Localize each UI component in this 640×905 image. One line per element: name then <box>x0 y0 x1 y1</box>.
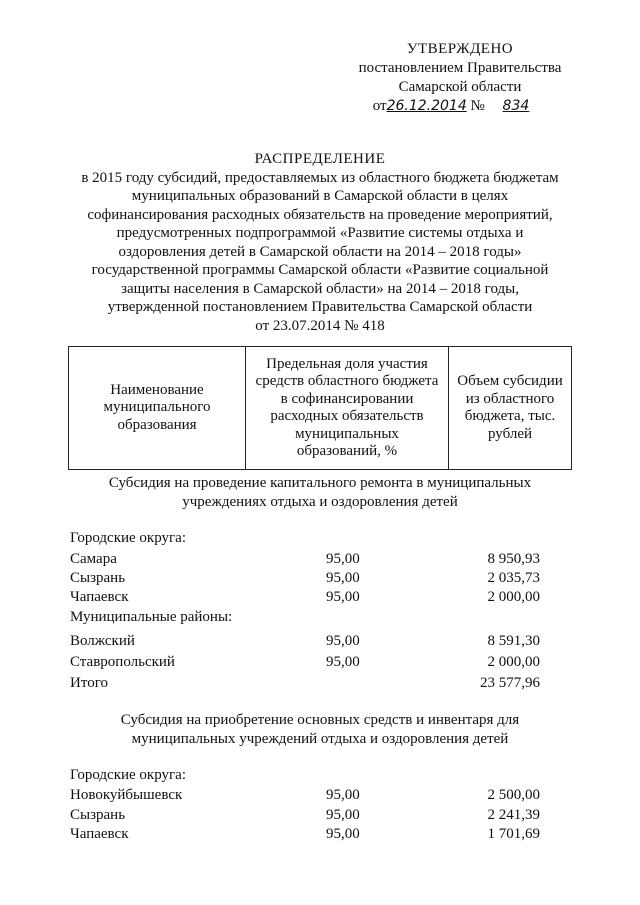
heading-line: в 2015 году субсидий, предоставляемых из областного бюджета бюджетам <box>81 169 559 186</box>
row-amount: 2 500,00 <box>487 787 540 803</box>
row-name: Сызрань <box>70 570 126 586</box>
heading-line: муниципальных образований в Самарской области в целях <box>131 188 509 204</box>
row-share: 95,00 <box>326 654 360 670</box>
group-label-district: Муниципальные районы: <box>70 609 233 625</box>
row-name: Волжский <box>70 633 135 649</box>
approval-line-2: Самарской области <box>398 79 522 95</box>
table-row <box>70 569 540 588</box>
approval-number-prefix: № <box>470 98 485 114</box>
document-title: РАСПРЕДЕЛЕНИЕ <box>254 151 386 167</box>
group-label-city: Городские округа: <box>70 530 187 546</box>
row-name: Чапаевск <box>70 589 129 605</box>
row-amount: 1 701,69 <box>487 826 540 842</box>
approval-title: УТВЕРЖДЕНО <box>406 41 514 57</box>
heading-line: софинансирования расходных обязательств на проведение мероприятий, <box>87 206 553 223</box>
table-row <box>70 806 540 825</box>
row-amount: 8 950,93 <box>487 551 540 567</box>
header-municipality <box>69 347 246 470</box>
row-amount: 2 000,00 <box>487 654 540 670</box>
approval-block <box>330 40 590 116</box>
table-header <box>68 346 572 470</box>
row-share: 95,00 <box>326 787 360 803</box>
section-title-line: учреждениях отдыха и оздоровления детей <box>182 494 458 510</box>
heading-line: предусмотренных подпрограммой «Развитие системы отдыха и <box>116 225 524 241</box>
row-share: 95,00 <box>326 589 360 605</box>
table-row <box>70 825 540 844</box>
table-row <box>70 653 540 672</box>
section-title-line: муниципальных учреждений отдыха и оздоровления детей <box>131 731 509 747</box>
header-share <box>246 347 449 470</box>
row-amount: 2 241,39 <box>487 807 540 823</box>
table-row <box>70 632 540 651</box>
section-title-line: Субсидия на проведение капитального ремонта в муниципальных <box>108 475 532 491</box>
row-amount: 8 591,30 <box>487 633 540 649</box>
row-name: Ставропольский <box>70 654 175 670</box>
header-amount <box>449 347 572 470</box>
table-row <box>70 588 540 607</box>
approval-number-value: 834 <box>502 98 530 114</box>
approval-line-1: постановлением Правительства <box>358 60 562 76</box>
row-share: 95,00 <box>326 633 360 649</box>
row-share: 95,00 <box>326 826 360 842</box>
section-title-line: Субсидия на приобретение основных средств и инвентаря для <box>120 712 520 728</box>
group-label-city: Городские округа: <box>70 767 187 783</box>
row-name: Чапаевск <box>70 826 129 842</box>
approval-date-line <box>330 97 590 116</box>
row-amount: 2 000,00 <box>487 589 540 605</box>
heading-line: защиты населения в Самарской области» на 2014 – 2018 годы, <box>121 280 519 297</box>
table-row <box>70 786 540 805</box>
row-name: Сызрань <box>70 807 126 823</box>
table-row <box>70 550 540 569</box>
heading-line: государственной программы Самарской области «Развитие социальной <box>91 262 549 278</box>
approval-date-value: 26.12.2014 <box>386 98 467 114</box>
total-amount: 23 577,96 <box>480 675 540 691</box>
section-1-title <box>68 474 572 512</box>
total-label: Итого <box>70 675 108 691</box>
heading-line: от 23.07.2014 № 418 <box>255 317 385 334</box>
row-share: 95,00 <box>326 551 360 567</box>
row-name: Новокуйбышевск <box>70 787 183 803</box>
row-share: 95,00 <box>326 570 360 586</box>
header-municipality-label: Наименование муниципального образования <box>103 381 211 433</box>
row-amount: 2 035,73 <box>487 570 540 586</box>
heading-line: оздоровления детей в Самарской области на 2014 – 2018 годы» <box>118 243 522 260</box>
row-share: 95,00 <box>326 807 360 823</box>
total-row <box>70 674 540 693</box>
row-name: Самара <box>70 551 117 567</box>
header-share-label: Предельная доля участия средств областного бюджета в софинансировании расходных обязательств муниципальных образований, % <box>255 355 439 459</box>
document-heading <box>40 150 600 335</box>
header-amount-label: Объем субсидии из областного бюджета, тыс. рублей <box>457 373 563 442</box>
section-2-title <box>68 711 572 749</box>
approval-date-prefix: от <box>372 98 387 114</box>
heading-line: утвержденной постановлением Правительства Самарской области <box>107 299 533 315</box>
